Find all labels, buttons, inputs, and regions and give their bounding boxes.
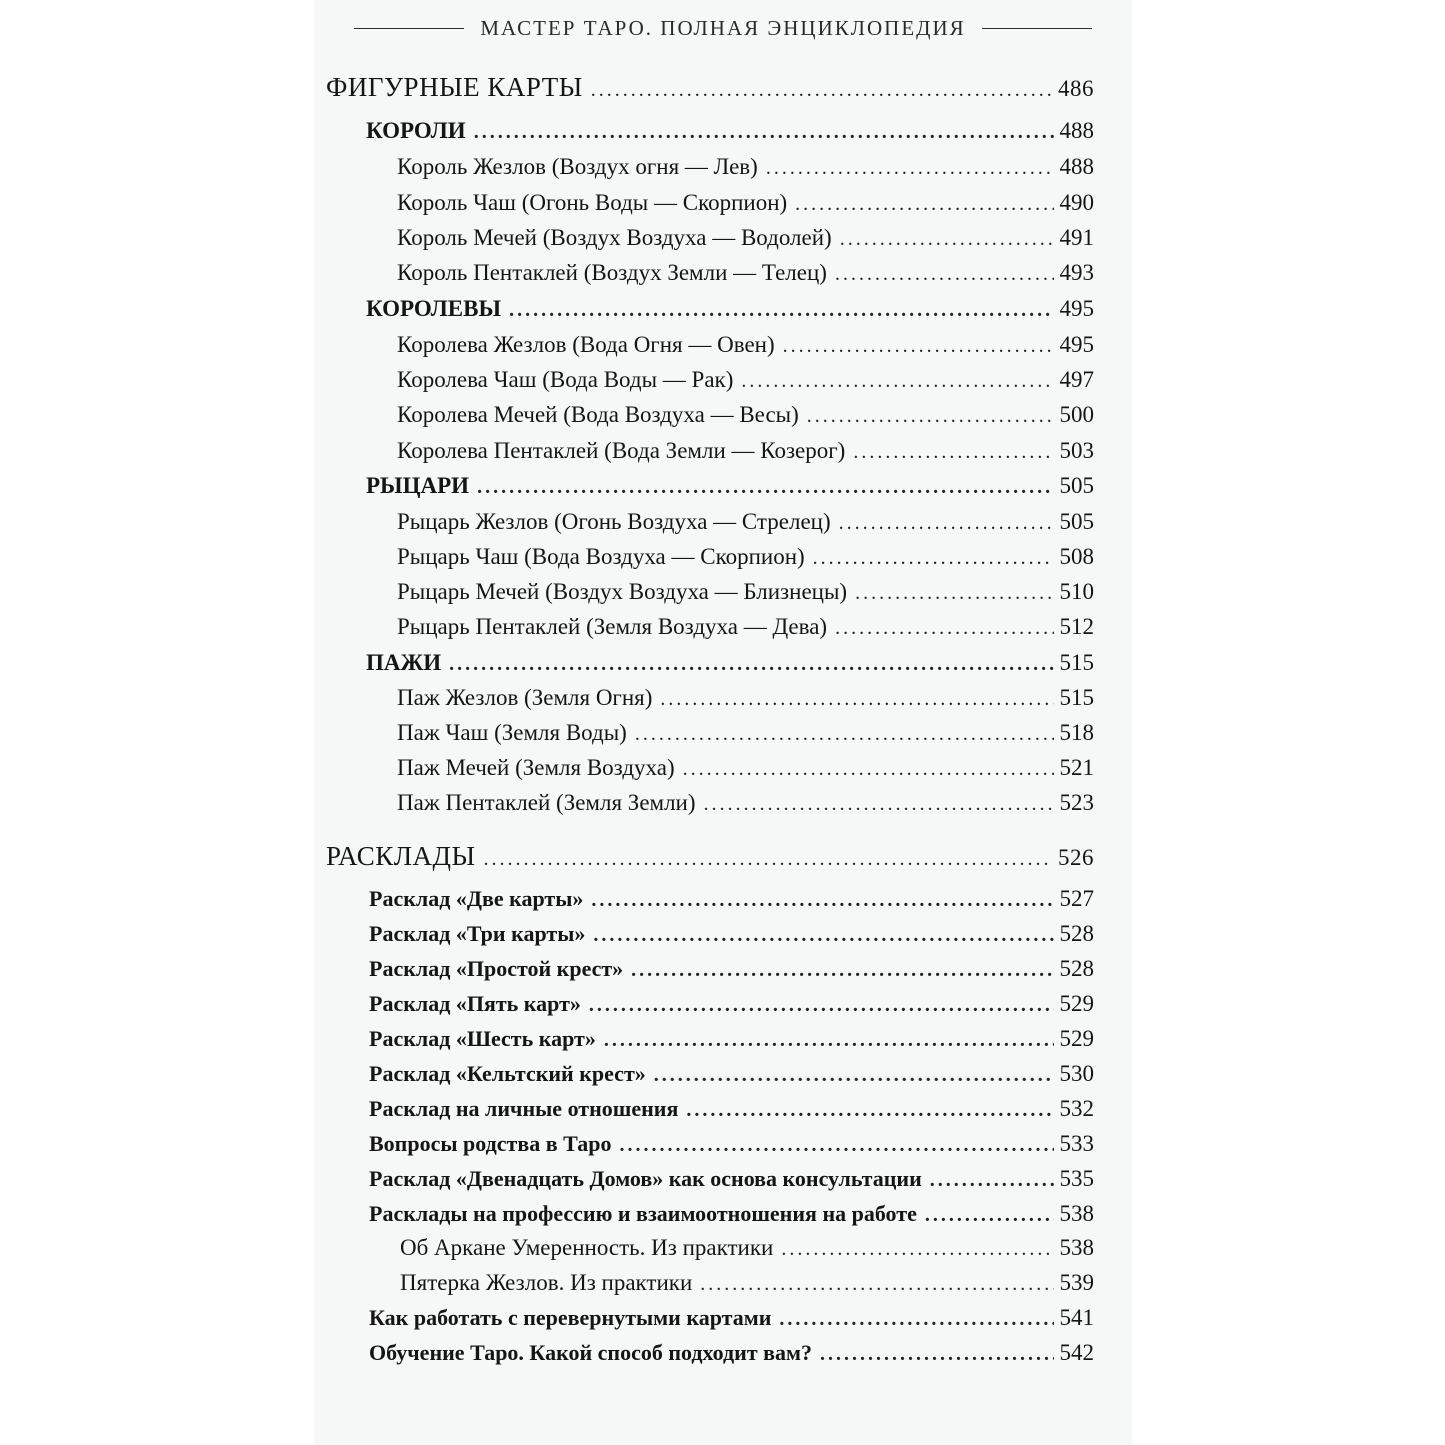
toc-entry-item bbox=[397, 790, 1094, 816]
toc-entry-title: Расклад «Шесть карт» bbox=[369, 1026, 596, 1051]
toc-entry-item bbox=[397, 685, 1094, 711]
toc-entry-page-number: 528 bbox=[1059, 956, 1094, 981]
toc-entry-page-number: 490 bbox=[1059, 190, 1094, 215]
dot-leader bbox=[591, 72, 1052, 103]
toc-entry-item bbox=[397, 544, 1094, 570]
dot-leader bbox=[477, 473, 1053, 499]
toc-entry-group bbox=[366, 650, 1094, 676]
toc-entry-title: Рыцарь Пентаклей (Земля Воздуха — Дева) bbox=[397, 614, 828, 639]
book-title: МАСТЕР ТАРО. ПОЛНАЯ ЭНЦИКЛОПЕДИЯ bbox=[480, 15, 966, 40]
dot-leader bbox=[474, 118, 1054, 144]
toc-entry-page-number: 497 bbox=[1059, 367, 1094, 392]
toc-entry-title: Король Чаш (Огонь Воды — Скорпион) bbox=[397, 190, 788, 215]
dot-leader bbox=[779, 1305, 1053, 1331]
toc-entry-title: Король Мечей (Воздух Воздуха — Водолей) bbox=[397, 225, 832, 250]
toc-entry-bold-item bbox=[369, 921, 1094, 947]
dot-leader bbox=[700, 1270, 1053, 1296]
toc-entry-title: РАСКЛАДЫ bbox=[326, 841, 476, 871]
toc-entry-bold-item bbox=[369, 1201, 1094, 1227]
toc-entry-page-number: 515 bbox=[1059, 685, 1094, 710]
toc-entry-page-number: 530 bbox=[1059, 1061, 1094, 1086]
dot-leader bbox=[835, 260, 1054, 286]
dot-leader bbox=[795, 190, 1053, 216]
toc-entry-page-number: 505 bbox=[1059, 473, 1094, 498]
dot-leader bbox=[839, 509, 1054, 535]
toc-entry-item bbox=[397, 720, 1094, 746]
toc-entry-page-number: 486 bbox=[1058, 76, 1094, 101]
toc-entry-title: Расклад на личные отношения bbox=[369, 1096, 679, 1121]
toc-entry-page-number: 541 bbox=[1059, 1305, 1094, 1330]
toc-entry-page-number: 523 bbox=[1059, 790, 1094, 815]
toc-entry-title: Королева Пентаклей (Вода Земли — Козерог) bbox=[397, 438, 846, 463]
toc-entry-title: Король Жезлов (Воздух огня — Лев) bbox=[397, 154, 758, 179]
toc-entry-page-number: 538 bbox=[1059, 1235, 1094, 1260]
toc-entry-title: РЫЦАРИ bbox=[366, 473, 470, 498]
toc-entry-title: Как работать с перевернутыми картами bbox=[369, 1305, 772, 1330]
toc-entry-page-number: 488 bbox=[1059, 118, 1094, 143]
toc-entry-page-number: 512 bbox=[1059, 614, 1094, 639]
toc-entry-group bbox=[366, 473, 1094, 499]
toc-entry-page-number: 527 bbox=[1059, 886, 1094, 911]
toc-entry-title: Королева Мечей (Вода Воздуха — Весы) bbox=[397, 402, 799, 427]
dot-leader bbox=[631, 956, 1053, 982]
dot-leader bbox=[930, 1166, 1054, 1192]
dot-leader bbox=[589, 991, 1054, 1017]
toc-entry-page-number: 529 bbox=[1059, 1026, 1094, 1051]
toc-entry-item bbox=[397, 190, 1094, 216]
toc-entry-page-number: 529 bbox=[1059, 991, 1094, 1016]
toc-entry-sub-item bbox=[400, 1235, 1094, 1261]
book-page bbox=[314, 0, 1132, 1445]
dot-leader bbox=[855, 579, 1053, 605]
toc-entry-page-number: 510 bbox=[1059, 579, 1094, 604]
dot-leader bbox=[783, 332, 1054, 358]
toc-entry-bold-item bbox=[369, 886, 1094, 912]
toc-entry-page-number: 526 bbox=[1058, 845, 1094, 870]
dot-leader bbox=[766, 154, 1054, 180]
toc-entry-title: Паж Чаш (Земля Воды) bbox=[397, 720, 627, 745]
toc-entry-title: Паж Жезлов (Земля Огня) bbox=[397, 685, 653, 710]
toc-entry-item bbox=[397, 755, 1094, 781]
toc-entry-title: Расклад «Пять карт» bbox=[369, 991, 581, 1016]
toc-entry-bold-item bbox=[369, 1096, 1094, 1122]
toc-entry-item bbox=[397, 225, 1094, 251]
toc-entry-item bbox=[397, 332, 1094, 358]
dot-leader bbox=[484, 841, 1052, 872]
toc-entry-title: КОРОЛЕВЫ bbox=[366, 296, 502, 321]
toc-entry-item bbox=[397, 154, 1094, 180]
toc-entry-section bbox=[326, 72, 1094, 103]
toc-entry-item bbox=[397, 367, 1094, 393]
dot-leader bbox=[781, 1235, 1053, 1261]
dot-leader bbox=[635, 720, 1054, 746]
dot-leader bbox=[509, 296, 1053, 322]
toc-entry-page-number: 503 bbox=[1059, 438, 1094, 463]
toc-entry-title: Рыцарь Мечей (Воздух Воздуха — Близнецы) bbox=[397, 579, 848, 604]
dot-leader bbox=[813, 544, 1054, 570]
toc-entry-title: КОРОЛИ bbox=[366, 118, 466, 143]
toc-entry-title: Рыцарь Жезлов (Огонь Воздуха — Стрелец) bbox=[397, 509, 831, 534]
toc-entry-page-number: 521 bbox=[1059, 755, 1094, 780]
toc-entry-bold-item bbox=[369, 1026, 1094, 1052]
toc-entry-page-number: 508 bbox=[1059, 544, 1094, 569]
toc-entry-title: Рыцарь Чаш (Вода Воздуха — Скорпион) bbox=[397, 544, 805, 569]
toc-entry-item bbox=[397, 579, 1094, 605]
toc-entry-page-number: 491 bbox=[1059, 225, 1094, 250]
toc-entry-page-number: 495 bbox=[1059, 332, 1094, 357]
dot-leader bbox=[853, 438, 1053, 464]
toc-entry-item bbox=[397, 509, 1094, 535]
toc-entry-item bbox=[397, 260, 1094, 286]
toc-entry-page-number: 505 bbox=[1059, 509, 1094, 534]
toc-entry-page-number: 500 bbox=[1059, 402, 1094, 427]
toc-entry-title: ПАЖИ bbox=[366, 650, 442, 675]
toc-entry-page-number: 488 bbox=[1059, 154, 1094, 179]
toc-entry-title: Вопросы родства в Таро bbox=[369, 1131, 612, 1156]
toc-entry-title: Обучение Таро. Какой способ подходит вам? bbox=[369, 1340, 813, 1365]
toc-entry-title: Паж Мечей (Земля Воздуха) bbox=[397, 755, 675, 780]
toc-entry-title: Королева Жезлов (Вода Огня — Овен) bbox=[397, 332, 775, 357]
toc-entry-bold-item bbox=[369, 991, 1094, 1017]
toc-entry-bold-item bbox=[369, 956, 1094, 982]
dot-leader bbox=[591, 886, 1053, 912]
dot-leader bbox=[593, 921, 1053, 947]
toc-entry-bold-item bbox=[369, 1340, 1094, 1366]
header-rule-right bbox=[982, 28, 1092, 29]
toc-entry-page-number: 518 bbox=[1059, 720, 1094, 745]
toc-entry-title: Расклад «Кельтский крест» bbox=[369, 1061, 646, 1086]
toc-entry-section bbox=[326, 841, 1094, 872]
toc-entry-page-number: 493 bbox=[1059, 260, 1094, 285]
dot-leader bbox=[820, 1340, 1053, 1366]
toc-entry-group bbox=[366, 296, 1094, 322]
dot-leader bbox=[683, 755, 1054, 781]
toc-entry-title: Король Пентаклей (Воздух Земли — Телец) bbox=[397, 260, 827, 285]
dot-leader bbox=[449, 650, 1053, 676]
toc-entry-title: Паж Пентаклей (Земля Земли) bbox=[397, 790, 696, 815]
dot-leader bbox=[840, 225, 1054, 251]
dot-leader bbox=[835, 614, 1053, 640]
toc-entry-group bbox=[366, 118, 1094, 144]
toc-entry-page-number: 539 bbox=[1059, 1270, 1094, 1295]
toc-entry-page-number: 515 bbox=[1059, 650, 1094, 675]
toc-entry-bold-item bbox=[369, 1061, 1094, 1087]
toc-entry-title: Расклады на профессию и взаимоотношения на работе bbox=[369, 1201, 917, 1226]
toc-entry-page-number: 533 bbox=[1059, 1131, 1094, 1156]
dot-leader bbox=[654, 1061, 1054, 1087]
dot-leader bbox=[686, 1096, 1053, 1122]
dot-leader bbox=[704, 790, 1054, 816]
toc-entry-item bbox=[397, 402, 1094, 428]
toc-entry-page-number: 535 bbox=[1059, 1166, 1094, 1191]
toc-entry-title: Расклад «Две карты» bbox=[369, 886, 584, 911]
dot-leader bbox=[741, 367, 1053, 393]
toc-entry-bold-item bbox=[369, 1305, 1094, 1331]
toc-entry-item bbox=[397, 614, 1094, 640]
toc-entry-page-number: 528 bbox=[1059, 921, 1094, 946]
toc-entry-sub-item bbox=[400, 1270, 1094, 1296]
running-head bbox=[314, 8, 1132, 48]
dot-leader bbox=[604, 1026, 1054, 1052]
dot-leader bbox=[925, 1201, 1054, 1227]
toc-entry-title: Пятерка Жезлов. Из практики bbox=[400, 1270, 693, 1295]
toc-entry-title: ФИГУРНЫЕ КАРТЫ bbox=[326, 72, 583, 102]
dot-leader bbox=[619, 1131, 1053, 1157]
toc-entry-title: Расклад «Три карты» bbox=[369, 921, 586, 946]
dot-leader bbox=[660, 685, 1053, 711]
toc-entry-title: Расклад «Простой крест» bbox=[369, 956, 624, 981]
toc-entry-item bbox=[397, 438, 1094, 464]
toc-entry-title: Расклад «Двенадцать Домов» как основа консультации bbox=[369, 1166, 922, 1191]
header-rule-left bbox=[354, 28, 464, 29]
toc-entry-bold-item bbox=[369, 1131, 1094, 1157]
toc-entry-page-number: 532 bbox=[1059, 1096, 1094, 1121]
toc-entry-page-number: 495 bbox=[1059, 296, 1094, 321]
toc-entry-title: Об Аркане Умеренность. Из практики bbox=[400, 1235, 774, 1260]
toc-entry-page-number: 538 bbox=[1059, 1201, 1094, 1226]
dot-leader bbox=[807, 402, 1054, 428]
toc-entry-page-number: 542 bbox=[1059, 1340, 1094, 1365]
toc-entry-bold-item bbox=[369, 1166, 1094, 1192]
toc-entry-title: Королева Чаш (Вода Воды — Рак) bbox=[397, 367, 734, 392]
